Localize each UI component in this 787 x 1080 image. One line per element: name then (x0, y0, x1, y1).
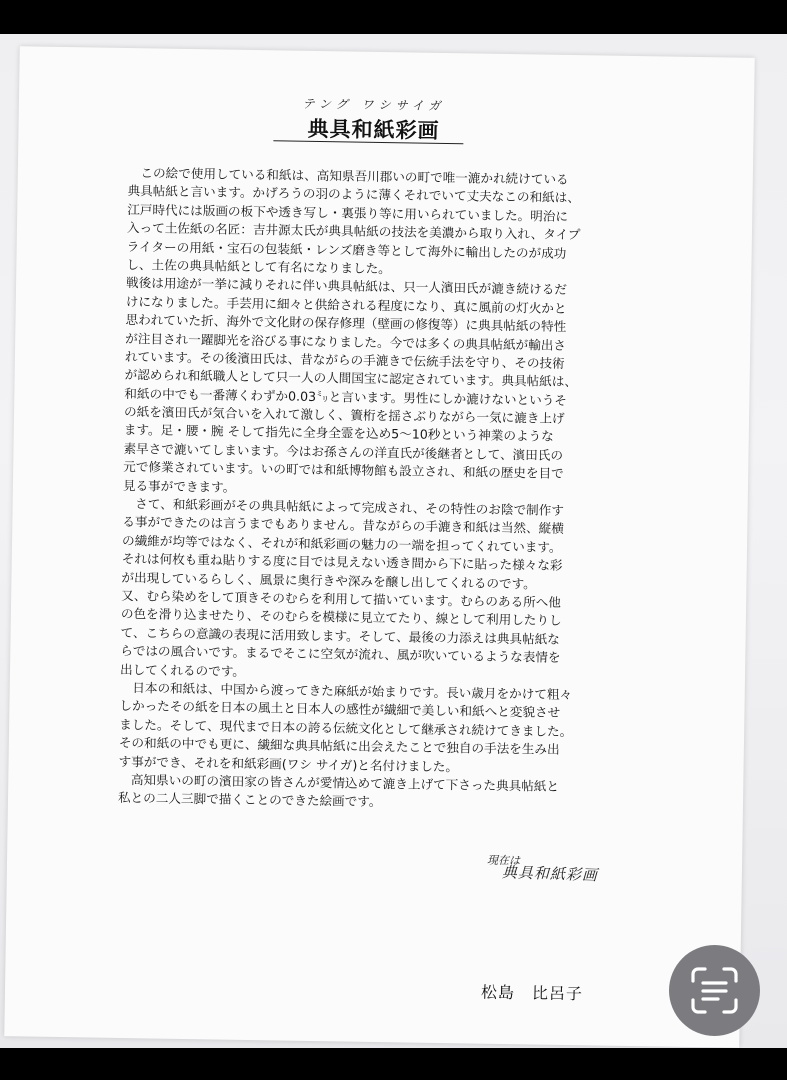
text-line: それは何枚も重ね貼りする度に目では見えない透き間から下に貼った様々な彩 (121, 551, 563, 574)
document-body (118, 164, 648, 816)
document-title: 典具和紙彩画 (307, 115, 440, 143)
text-line: 又、むら染めをして頂きそのむらを利用して描いています。むらのある所へ他 (121, 587, 562, 610)
text-line: けになりました。手芸用に細々と供給される程度になり、真に風前の灯火かと (125, 293, 567, 316)
bottom-black-bar (0, 1048, 787, 1080)
document-page (4, 46, 754, 1047)
text-line: 私との二人三脚で描くことのできた絵画です。 (117, 790, 382, 810)
text-line: の繊維が均等ではなく、それが和紙彩画の魅力の一端を担ってくれています。 (121, 532, 562, 555)
text-line: が出現しているらしく、風景に奥行きや深みを醸し出してくれるのです。 (121, 569, 536, 592)
text-line: 典具帖紙と言います。かげろうの羽のように薄くそれでいて丈夫なこの和紙は、 (127, 183, 580, 206)
text-line: この絵で使用している和紙は、高知県吾川郡いの町で唯一漉かれ続けている (127, 165, 569, 187)
text-line: す事ができ、それを和紙彩画(ワシ サイガ)と名付けました。 (118, 753, 459, 774)
text-line: さて、和紙彩画がその典具帖紙によって完成され、その特性のお陰で制作す (122, 495, 565, 518)
text-line: て、こちらの意識の表現に活用致します。そして、最後の力添えは典具帖紙な (120, 624, 560, 647)
text-line: 元で修業されています。いの町では和紙博物館も設立され、和紙の歴史を目で (123, 459, 564, 482)
handwritten-note: 現在は (486, 853, 521, 868)
text-line: ライターの用紙・宝石の包装紙・レンズ磨き等として海外に輸出したのが成功 (126, 238, 567, 261)
text-line: 出してくれるのです。 (119, 661, 246, 679)
text-scan-icon (690, 966, 739, 1015)
text-line: れています。その後濱田氏は、昔ながらの手漉きで伝統手法を守り、その技術 (124, 348, 565, 371)
text-line: らではの風合いです。まるでそこに空気が流れ、風が吹いているような表情を (120, 643, 561, 666)
text-line: 入って土佐紙の名匠：吉井源太氏が典具帖紙の技法を美濃から取り入れ、タイプ (126, 220, 581, 243)
text-line: ます。足・腰・腕 そして指先に全身全霊を込め5～10秒という神業のような (123, 422, 554, 445)
text-line: その和紙の中でも更に、繊細な典具帖紙に出会えたことで独自の手法を生み出 (118, 735, 560, 757)
text-line: が注目され一躍脚光を浴びる事になりました。今では多くの典具帖紙が輸出さ (125, 330, 567, 353)
text-line: 戦後は用途が一挙に減りそれに伴い典具帖紙は、只一人濱田氏が漉き続けるだ (126, 275, 567, 298)
handwritten-title: 典具和紙彩画 (501, 863, 599, 885)
text-line: の色を滑り込ませたり、そのむらを模様に見立てたり、線として利用したりし (120, 606, 562, 629)
text-line: の紙を濱田氏が気合いを入れて激しく、簀桁を揺さぶりながら一気に漉き上げ (123, 404, 565, 426)
text-line: し、土佐の典具帖紙として有名になりました。 (126, 256, 391, 277)
text-line: 和紙の中でも一番薄くわずか0.03㍉と言います。男性にしか漉けないというそ (124, 385, 568, 408)
text-line: が認められ和紙職人として只一人の人間国宝に認定されています。典具帖紙は、 (124, 367, 578, 390)
text-line: 日本の和紙は、中国から渡ってきた麻紙が始まりです。長い歳月をかけて粗々 (119, 679, 573, 702)
text-line: 高知県いの町の濱田家の皆さんが愛情込めて漉き上げて下さった典具帖紙と (118, 771, 560, 794)
text-line: 江戸時代には版画の板下や透き写し・裏張り等に用いられていました。明治に (127, 201, 569, 224)
text-line: 素早さで漉いてしまいます。今はお孫さんの洋直氏が後継者として、濱田氏の (123, 440, 564, 463)
title-ruby: テング ワシサイガ (302, 96, 446, 113)
text-line: しかったその紙を日本の風土と日本人の感性が繊細で美しい和紙へと変貌させ (119, 698, 561, 721)
text-line: 見る事ができます。 (122, 477, 236, 495)
text-line: る事ができたのは言うまでもありません。昔ながらの手漉き和紙は当然、縦横 (122, 514, 564, 537)
author-signature: 松島 比呂子 (480, 982, 584, 1004)
text-scan-button[interactable] (669, 945, 760, 1036)
text-line: ました。そして、現代まで日本の誇る伝統文化として継承され続けてきました。 (119, 716, 573, 739)
text-line: 思われていた折、海外で文化財の保存修理（壁画の修復等）に典具帖紙の特性 (125, 312, 567, 335)
